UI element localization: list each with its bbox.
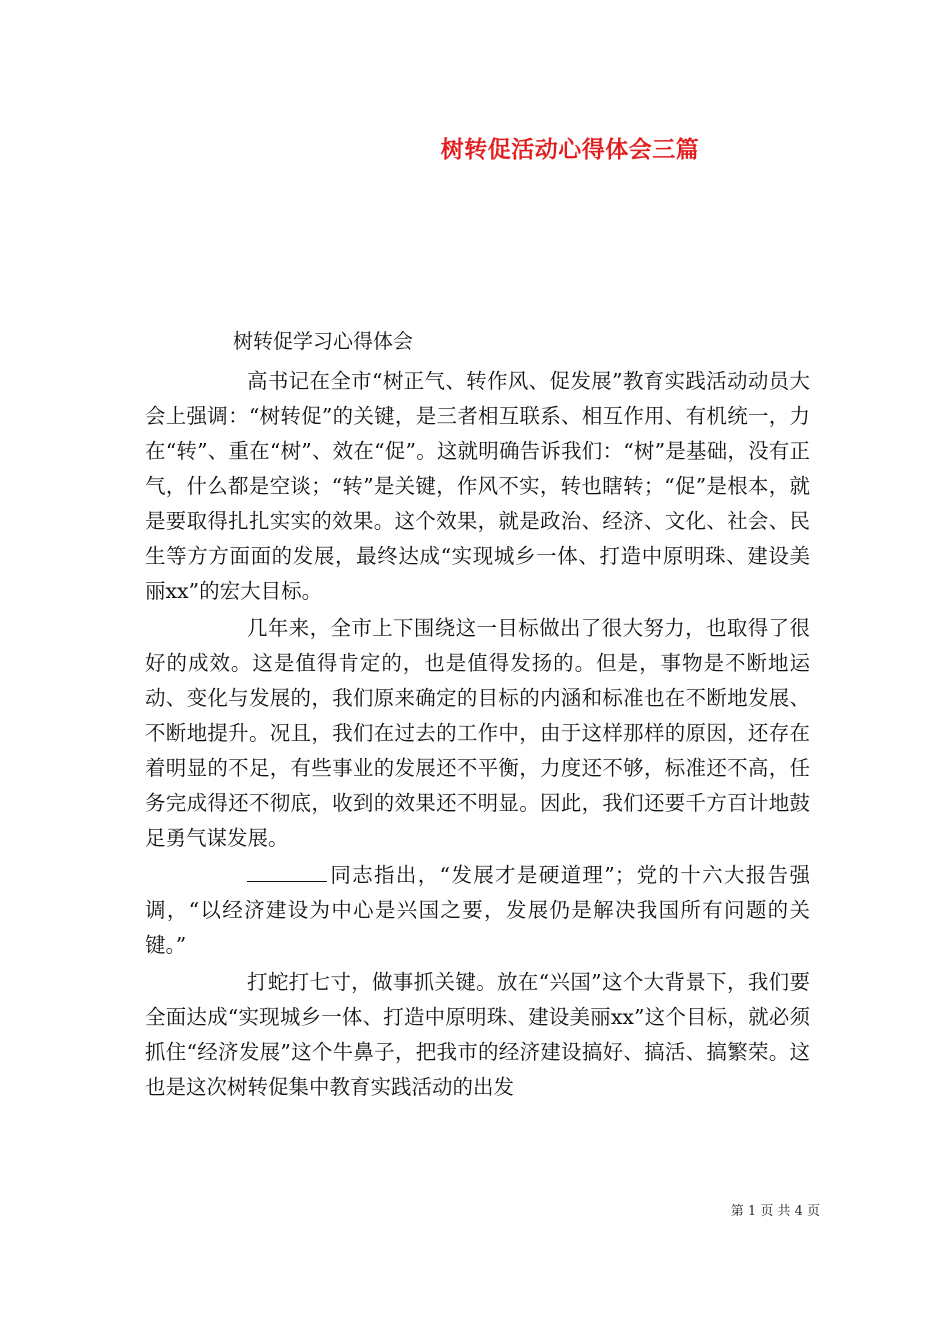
page-number: 第 1 页 共 4 页 xyxy=(730,1204,820,1219)
blank-line xyxy=(247,861,327,882)
paragraph-3-text: 同志指出，“发展才是硬道理”；党的十六大报告强调，“以经济建设为中心是兴国之要，发展仍是解决我国所有问题的关键。” xyxy=(145,863,810,957)
body-text xyxy=(145,364,810,1107)
paragraph-1: 高书记在全市“树正气、转作风、促发展”教育实践活动动员大会上强调：“树转促”的关键，是三者相互联系、相互作用、有机统一，力在“转”、重在“树”、效在“促”。这就明确告诉我们：“树”是基础，没有正气，什么都是空谈；“转”是关键，作风不实，转也瞎转；“促”是根本，就是要取得扎扎实实的效果。这个效果，就是政治、经济、文化、社会、民生等方方面面的发展，最终达成“实现城乡一体、打造中原明珠、建设美丽xx”的宏大目标。 xyxy=(145,369,810,603)
page-title: 树转促活动心得体会三篇 xyxy=(440,136,700,163)
paragraph-3 xyxy=(145,858,810,963)
paragraph-4: 打蛇打七寸，做事抓关键。放在“兴国”这个大背景下，我们要全面达成“实现城乡一体、打造中原明珠、建设美丽xx”这个目标，就必须抓住“经济发展”这个牛鼻子，把我市的经济建设搞好、搞活、搞繁荣。这也是这次树转促集中教育实践活动的出发 xyxy=(145,970,810,1099)
section-subtitle: 树转促学习心得体会 xyxy=(233,329,413,353)
paragraph-2: 几年来，全市上下围绕这一目标做出了很大努力，也取得了很好的成效。这是值得肯定的，也是值得发扬的。但是，事物是不断地运动、变化与发展的，我们原来确定的目标的内涵和标准也在不断地发展、不断地提升。况且，我们在过去的工作中，由于这样那样的原因，还存在着明显的不足，有些事业的发展还不平衡，力度还不够，标准还不高，任务完成得还不彻底，收到的效果还不明显。因此，我们还要千方百计地鼓足勇气谋发展。 xyxy=(145,616,810,850)
